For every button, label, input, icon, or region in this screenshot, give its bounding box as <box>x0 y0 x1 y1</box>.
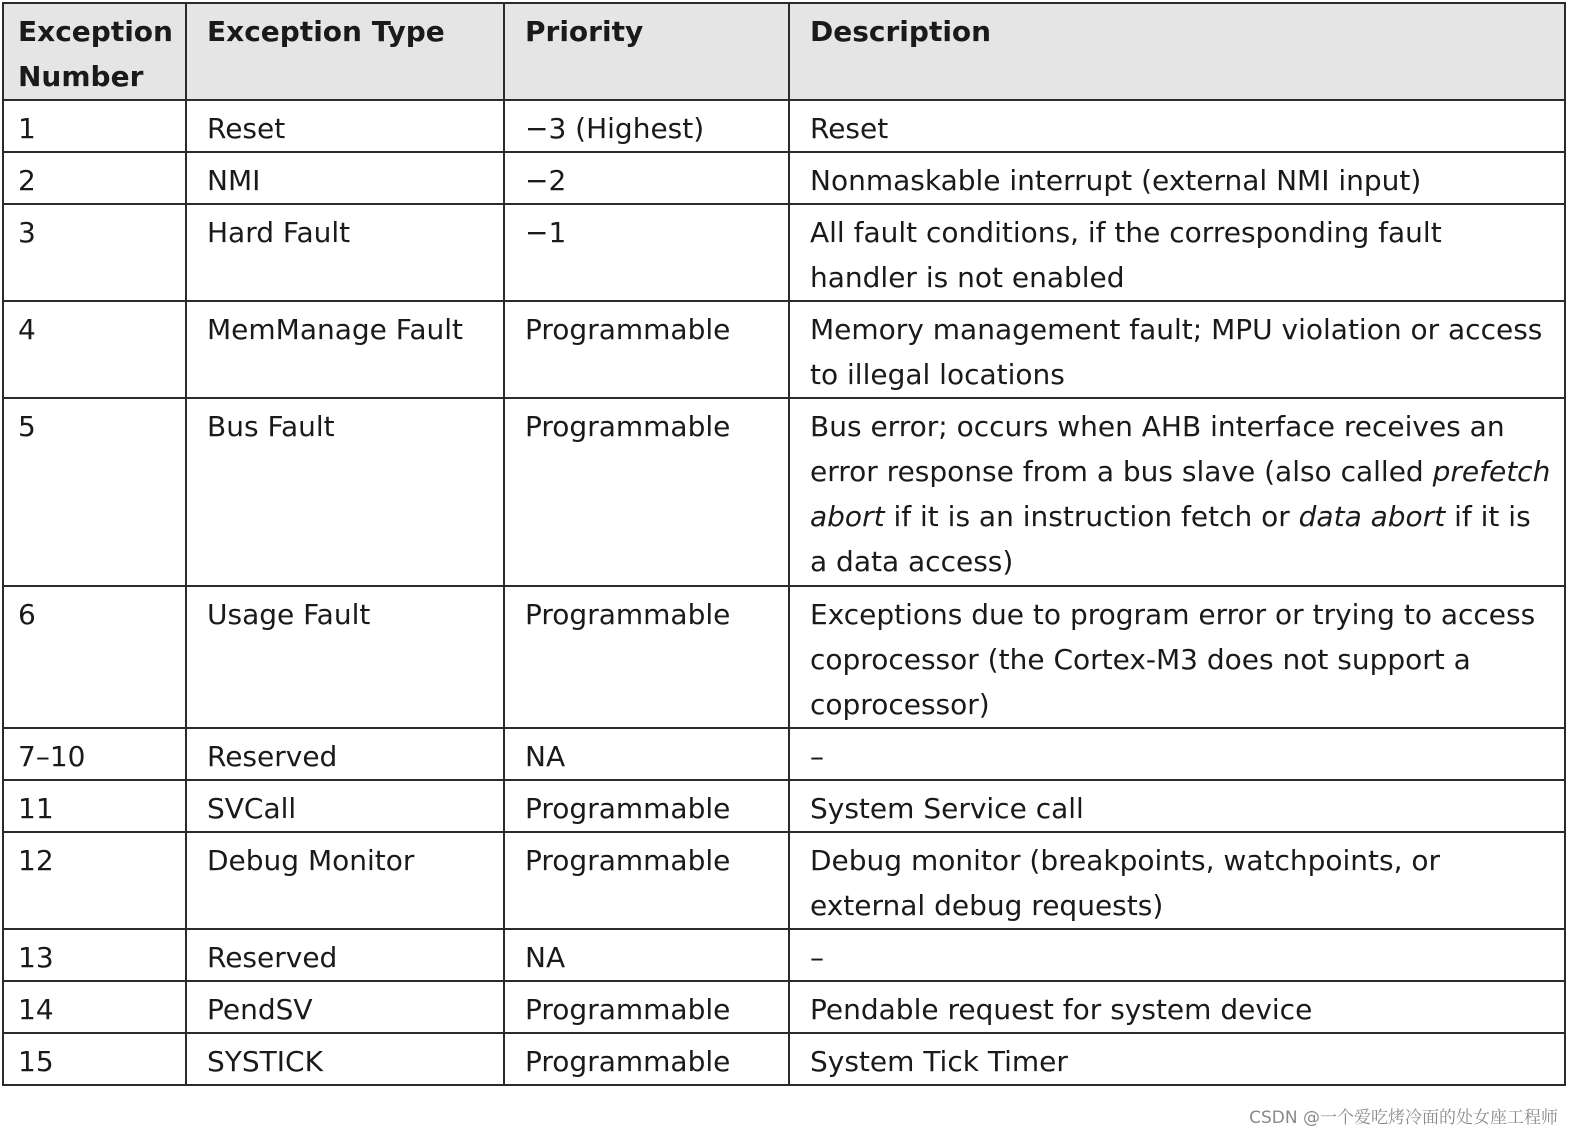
cell-description: System Service call <box>789 780 1565 832</box>
cell-number: 12 <box>3 832 186 929</box>
cell-type: MemManage Fault <box>186 301 504 398</box>
cell-description: – <box>789 929 1565 981</box>
cell-type: Bus Fault <box>186 398 504 586</box>
cell-number: 7–10 <box>3 728 186 780</box>
cell-priority: −2 <box>504 152 789 204</box>
cell-priority: NA <box>504 929 789 981</box>
cell-description: Nonmaskable interrupt (external NMI input) <box>789 152 1565 204</box>
cell-priority: Programmable <box>504 586 789 728</box>
table-row <box>3 100 1565 152</box>
cell-description: Exceptions due to program error or trying to access coprocessor (the Cortex-M3 does not support a coprocessor) <box>789 586 1565 728</box>
cell-number: 6 <box>3 586 186 728</box>
cell-description: – <box>789 728 1565 780</box>
cell-number: 2 <box>3 152 186 204</box>
header-exception-type: Exception Type <box>186 3 504 100</box>
cell-priority: Programmable <box>504 1033 789 1085</box>
cell-type: NMI <box>186 152 504 204</box>
cell-type: SVCall <box>186 780 504 832</box>
table-row <box>3 981 1565 1033</box>
cell-type: PendSV <box>186 981 504 1033</box>
table-row <box>3 586 1565 728</box>
cell-priority: −1 <box>504 204 789 301</box>
cell-number: 14 <box>3 981 186 1033</box>
cell-type: Reset <box>186 100 504 152</box>
cell-description: Memory management fault; MPU violation or access to illegal locations <box>789 301 1565 398</box>
table-row <box>3 1033 1565 1085</box>
cell-number: 4 <box>3 301 186 398</box>
table-row <box>3 152 1565 204</box>
table-row <box>3 832 1565 929</box>
description-text: Bus error; occurs when AHB interface receives an error response from a bus slave (also called <box>810 410 1505 488</box>
cell-type: Reserved <box>186 728 504 780</box>
header-exception-number: Exception Number <box>3 3 186 100</box>
cell-type: Usage Fault <box>186 586 504 728</box>
cell-priority: Programmable <box>504 981 789 1033</box>
description-italic-term: data abort <box>1298 500 1446 533</box>
cell-priority: −3 (Highest) <box>504 100 789 152</box>
cell-description: System Tick Timer <box>789 1033 1565 1085</box>
cell-type: Hard Fault <box>186 204 504 301</box>
watermark: CSDN @一个爱吃烤冷面的处女座工程师 <box>1249 1108 1558 1128</box>
cell-priority: Programmable <box>504 780 789 832</box>
cell-priority: Programmable <box>504 832 789 929</box>
header-row <box>3 3 1565 100</box>
table-row <box>3 929 1565 981</box>
cell-priority: Programmable <box>504 301 789 398</box>
cell-priority: Programmable <box>504 398 789 586</box>
cell-description: Pendable request for system device <box>789 981 1565 1033</box>
table-row <box>3 204 1565 301</box>
cell-number: 1 <box>3 100 186 152</box>
cell-description <box>789 398 1565 586</box>
cell-number: 5 <box>3 398 186 586</box>
cell-description: Debug monitor (breakpoints, watchpoints, or external debug requests) <box>789 832 1565 929</box>
cell-number: 15 <box>3 1033 186 1085</box>
cell-number: 3 <box>3 204 186 301</box>
cell-number: 11 <box>3 780 186 832</box>
table-row <box>3 728 1565 780</box>
cell-type: Reserved <box>186 929 504 981</box>
table-row <box>3 780 1565 832</box>
description-italic-term: prefetch abort <box>810 455 1551 533</box>
cell-description: All fault conditions, if the corresponding fault handler is not enabled <box>789 204 1565 301</box>
cell-type: Debug Monitor <box>186 832 504 929</box>
description-text: if it is a data access) <box>810 500 1531 578</box>
cell-number: 13 <box>3 929 186 981</box>
description-text: if it is an instruction fetch or <box>884 500 1299 533</box>
exception-table <box>2 2 1566 1086</box>
table-row <box>3 398 1565 586</box>
table-row <box>3 301 1565 398</box>
header-description: Description <box>789 3 1565 100</box>
cell-priority: NA <box>504 728 789 780</box>
cell-description: Reset <box>789 100 1565 152</box>
cell-type: SYSTICK <box>186 1033 504 1085</box>
header-priority: Priority <box>504 3 789 100</box>
